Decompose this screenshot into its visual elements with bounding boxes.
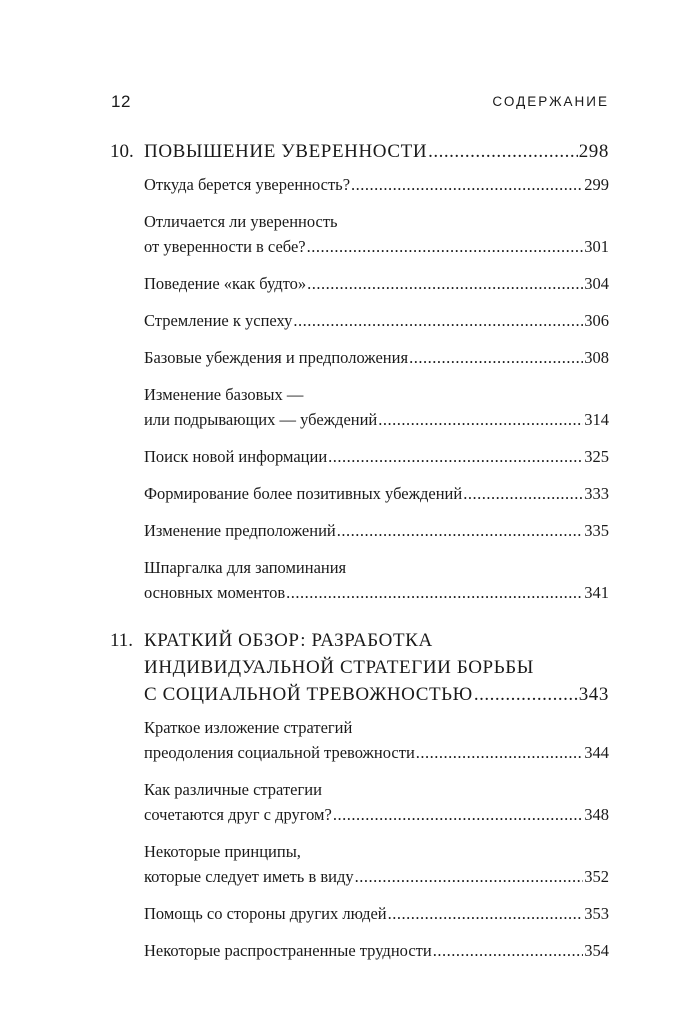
entry-title: Шпаргалка для запоминания bbox=[144, 558, 347, 577]
toc-entry[interactable] bbox=[144, 172, 609, 197]
entry-title: Стремление к успеху bbox=[144, 311, 293, 330]
toc-entry[interactable] bbox=[144, 777, 609, 827]
entry-page: 306 bbox=[584, 311, 609, 330]
entry-page: 353 bbox=[584, 904, 609, 923]
dot-leader bbox=[463, 481, 583, 506]
dot-leader bbox=[474, 681, 578, 708]
entry-title: Поиск новой информации bbox=[144, 447, 328, 466]
entry-page: 325 bbox=[584, 447, 609, 466]
entry-title: Изменение базовых — bbox=[144, 385, 304, 404]
toc-entry[interactable] bbox=[144, 444, 609, 469]
chapter-number: 11. bbox=[110, 630, 134, 651]
entry-title: Некоторые принципы, bbox=[144, 842, 301, 861]
entry-title: основных моментов bbox=[144, 583, 286, 602]
dot-leader bbox=[286, 580, 583, 605]
dot-leader bbox=[409, 345, 583, 370]
running-title: СОДЕРЖАНИЕ bbox=[492, 94, 609, 109]
entry-title: Поведение «как будто» bbox=[144, 274, 307, 293]
entry-title: Помощь со стороны других людей bbox=[144, 904, 387, 923]
page-number: 12 bbox=[111, 92, 131, 111]
toc-entry[interactable] bbox=[144, 382, 609, 432]
entry-title: от уверенности в себе? bbox=[144, 237, 306, 256]
dot-leader bbox=[307, 271, 583, 296]
entry-page: 341 bbox=[584, 583, 609, 602]
toc-entry[interactable] bbox=[144, 938, 609, 963]
entry-title: или подрывающих — убеждений bbox=[144, 410, 378, 429]
entry-page: 308 bbox=[584, 348, 609, 367]
toc-entry[interactable] bbox=[144, 555, 609, 605]
entry-title: Изменение предположений bbox=[144, 521, 336, 540]
entry-list bbox=[144, 715, 609, 963]
toc-entry[interactable] bbox=[144, 715, 609, 765]
dot-leader bbox=[428, 138, 578, 165]
entry-title: сочетаются друг с другом? bbox=[144, 805, 332, 824]
toc-entry[interactable] bbox=[144, 308, 609, 333]
toc-entry[interactable] bbox=[144, 209, 609, 259]
entry-page: 352 bbox=[584, 867, 609, 886]
dot-leader bbox=[293, 308, 583, 333]
entry-page: 344 bbox=[584, 743, 609, 762]
entry-page: 301 bbox=[584, 237, 609, 256]
toc-entry[interactable] bbox=[144, 518, 609, 543]
entry-title: Базовые убеждения и предположения bbox=[144, 348, 409, 367]
entry-page: 304 bbox=[584, 274, 609, 293]
dot-leader bbox=[328, 444, 583, 469]
entry-title: которые следует иметь в виду bbox=[144, 867, 354, 886]
chapter-page: 298 bbox=[578, 141, 609, 162]
toc-entry[interactable] bbox=[144, 481, 609, 506]
entry-title: преодоления социальной тревожности bbox=[144, 743, 415, 762]
dot-leader bbox=[355, 864, 584, 889]
entry-title: Некоторые распространенные трудности bbox=[144, 941, 432, 960]
chapter-11 bbox=[110, 627, 609, 963]
table-of-contents bbox=[0, 138, 691, 963]
page-header bbox=[0, 92, 691, 116]
entry-title: Краткое изложение стратегий bbox=[144, 718, 353, 737]
entry-page: 354 bbox=[584, 941, 609, 960]
chapter-title[interactable]: С СОЦИАЛЬНОЙ ТРЕВОЖНОСТЬЮ ..... 343 bbox=[144, 681, 609, 708]
dot-leader bbox=[333, 802, 583, 827]
dot-leader bbox=[388, 901, 584, 926]
chapter-number: 10. bbox=[110, 141, 134, 162]
dot-leader bbox=[337, 518, 584, 543]
entry-page: 335 bbox=[584, 521, 609, 540]
chapter-title[interactable]: КРАТКИЙ ОБЗОР: РАЗРАБОТКА bbox=[144, 630, 433, 651]
chapter-title[interactable]: ИНДИВИДУАЛЬНОЙ СТРАТЕГИИ БОРЬБЫ bbox=[144, 657, 534, 678]
dot-leader bbox=[307, 234, 584, 259]
chapter-page: 343 bbox=[578, 684, 609, 705]
entry-page: 333 bbox=[584, 484, 609, 503]
dot-leader bbox=[351, 172, 583, 197]
dot-leader bbox=[433, 938, 584, 963]
toc-entry[interactable] bbox=[144, 271, 609, 296]
entry-title: Формирование более позитивных убеждений bbox=[144, 484, 463, 503]
toc-entry[interactable] bbox=[144, 345, 609, 370]
entry-title: Как различные стратегии bbox=[144, 780, 322, 799]
toc-entry[interactable] bbox=[144, 839, 609, 889]
chapter-10 bbox=[110, 138, 609, 605]
entry-title: Отличается ли уверенность bbox=[144, 212, 338, 231]
entry-page: 314 bbox=[584, 410, 609, 429]
toc-entry[interactable] bbox=[144, 901, 609, 926]
dot-leader bbox=[378, 407, 583, 432]
chapter-title[interactable]: ПОВЫШЕНИЕ УВЕРЕННОСТИ ..... 298 bbox=[144, 138, 609, 165]
entry-title: Откуда берется уверенность? bbox=[144, 175, 351, 194]
entry-list bbox=[144, 172, 609, 605]
entry-page: 348 bbox=[584, 805, 609, 824]
entry-page: 299 bbox=[584, 175, 609, 194]
dot-leader bbox=[416, 740, 583, 765]
